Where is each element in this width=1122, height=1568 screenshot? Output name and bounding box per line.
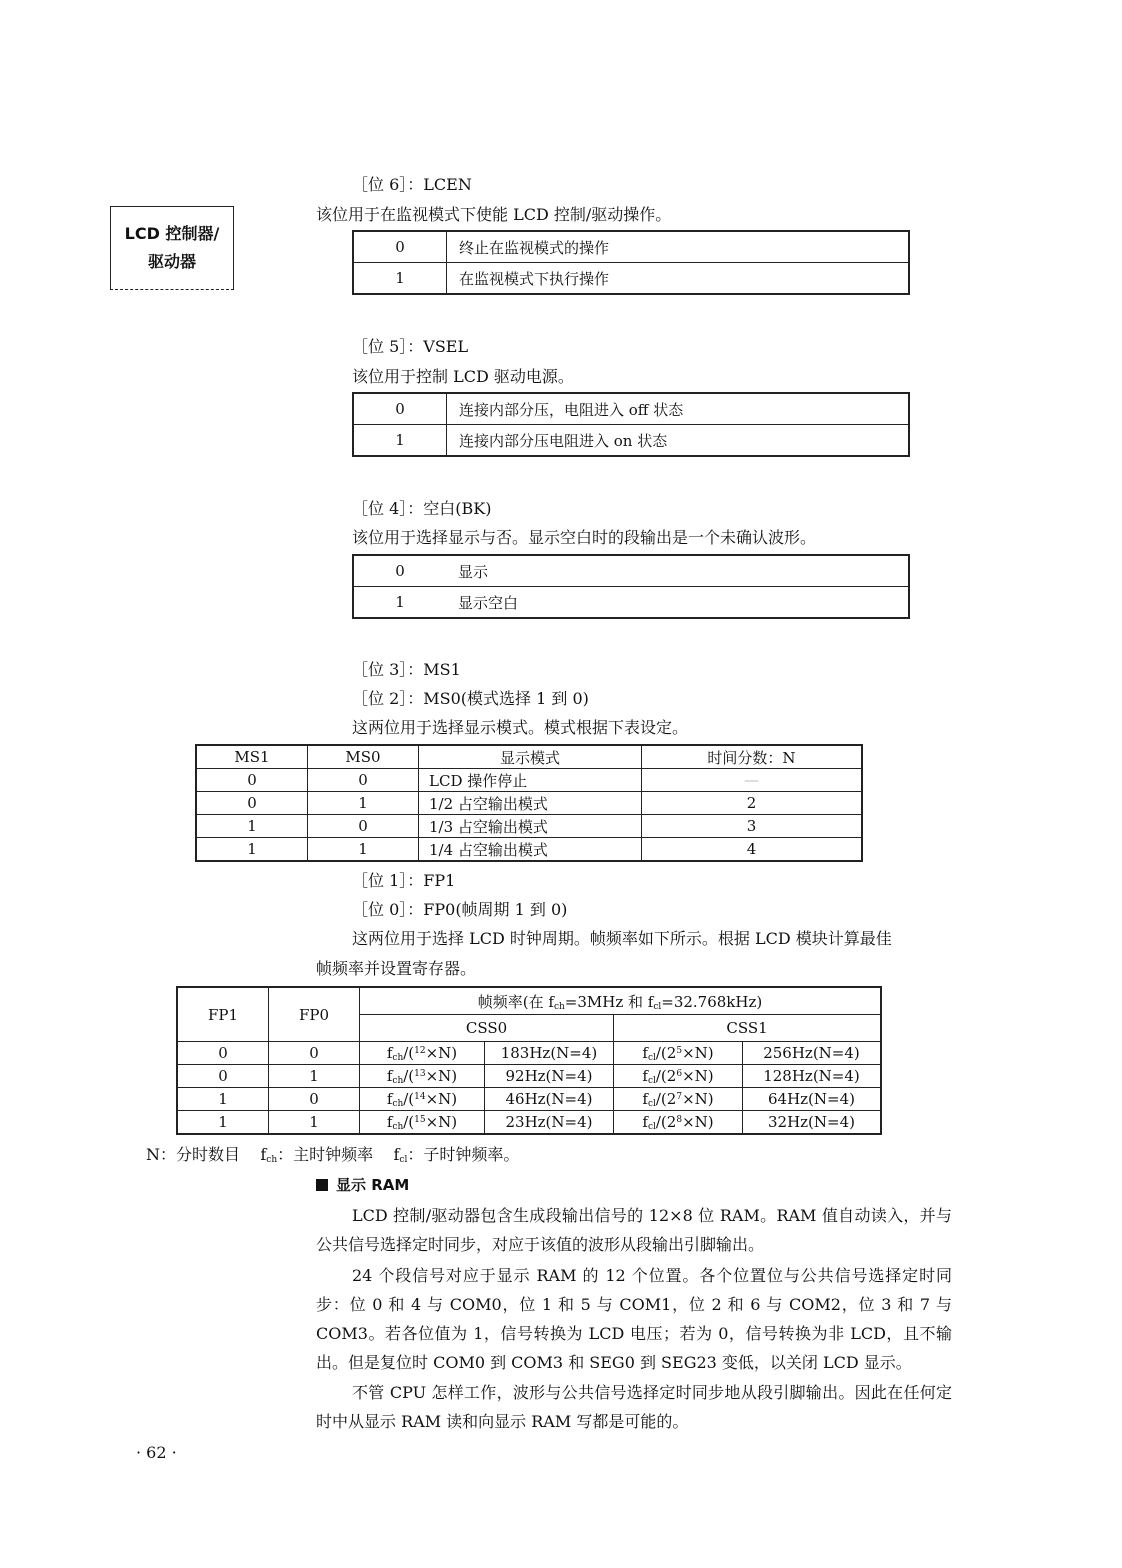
formula-subscript: ch xyxy=(392,1098,404,1109)
formula-text: /( xyxy=(403,1066,415,1085)
formula-text: /( xyxy=(403,1043,415,1062)
table-footnote xyxy=(146,1142,519,1165)
table-cell: 64Hz(N=4) xyxy=(743,1088,882,1111)
table-cell: 0 xyxy=(177,1042,269,1065)
table-cell: 32Hz(N=4) xyxy=(743,1111,882,1135)
bit-description: 终止在监视模式的操作 xyxy=(447,231,910,263)
bit-value: 1 xyxy=(353,425,447,457)
formula-text: ×N) xyxy=(425,1043,458,1062)
column-header: FP0 xyxy=(269,987,360,1042)
table-cell: 23Hz(N=4) xyxy=(485,1111,614,1135)
table-cell: 1 xyxy=(308,792,419,815)
table-cell: 0 xyxy=(308,815,419,838)
column-header: 时间分数：N xyxy=(642,745,863,769)
formula-subscript: ch xyxy=(392,1121,404,1132)
table-row xyxy=(353,425,909,457)
formula-cell xyxy=(614,1111,743,1135)
column-group-header xyxy=(360,987,882,1015)
column-header: CSS0 xyxy=(360,1015,614,1042)
footnote-subscript: ch xyxy=(266,1155,278,1165)
table-cell: 1 xyxy=(177,1088,269,1111)
table-row xyxy=(353,393,909,425)
formula-text: f xyxy=(386,1089,393,1108)
section-heading xyxy=(316,1174,409,1195)
table-cell: 1 xyxy=(308,838,419,862)
bit6-description: 该位用于在监视模式下使能 LCD 控制/驱动操作。 xyxy=(316,205,672,224)
column-header: MS0 xyxy=(308,745,419,769)
formula-exponent: 7 xyxy=(676,1091,683,1102)
table-cell: 0 xyxy=(196,792,308,815)
bit-description: 连接内部分压电阻进入 on 状态 xyxy=(447,425,910,457)
formula-text: ×N) xyxy=(425,1066,458,1085)
header-text: =3MHz 和 f xyxy=(564,992,654,1011)
table-cell: 1/2 占空输出模式 xyxy=(419,792,642,815)
formula-exponent: 12 xyxy=(414,1045,426,1056)
formula-text: f xyxy=(386,1066,393,1085)
table-cell: 1 xyxy=(177,1111,269,1135)
table-cell: 1/3 占空输出模式 xyxy=(419,815,642,838)
formula-text: ×N) xyxy=(425,1089,458,1108)
formula-cell xyxy=(360,1111,485,1135)
table-cell: 1/4 占空输出模式 xyxy=(419,838,642,862)
bit2-heading: ［位 2］：MS0(模式选择 1 到 0) xyxy=(352,689,589,708)
formula-cell xyxy=(614,1042,743,1065)
formula-exponent: 6 xyxy=(676,1068,683,1079)
formula-cell xyxy=(614,1088,743,1111)
bit5-heading: ［位 5］：VSEL xyxy=(352,337,469,356)
formula-exponent: 5 xyxy=(676,1045,683,1056)
table-row xyxy=(177,1111,881,1135)
header-subscript: ch xyxy=(553,1001,565,1012)
table-cell: 0 xyxy=(196,769,308,792)
formula-text: f xyxy=(642,1043,648,1062)
table-cell: 1 xyxy=(269,1065,360,1088)
formula-cell xyxy=(614,1065,743,1088)
bit5-description: 该位用于控制 LCD 驱动电源。 xyxy=(352,367,574,386)
table-cell: LCD 操作停止 xyxy=(419,769,642,792)
table-row xyxy=(177,1088,881,1111)
formula-subscript: cl xyxy=(647,1052,656,1063)
footnote-text: f xyxy=(393,1145,400,1164)
section-label-line2: 驱动器 xyxy=(147,252,196,271)
fp-description-line2: 帧频率并设置寄存器。 xyxy=(316,959,477,978)
table-cell: 1 xyxy=(269,1111,360,1135)
formula-exponent: 14 xyxy=(414,1091,426,1102)
table-cell: 92Hz(N=4) xyxy=(485,1065,614,1088)
footnote-text: N：分时数目 xyxy=(146,1145,241,1164)
table-row xyxy=(196,815,862,838)
page-number: · 62 · xyxy=(136,1443,177,1462)
table-row xyxy=(177,1042,881,1065)
formula-text: ×N) xyxy=(425,1112,458,1131)
fp-description-line1: 这两位用于选择 LCD 时钟周期。帧频率如下所示。根据 LCD 模块计算最佳 xyxy=(352,929,892,948)
formula-text: f xyxy=(386,1112,393,1131)
section-label-box xyxy=(110,206,234,290)
ms-description: 这两位用于选择显示模式。模式根据下表设定。 xyxy=(352,718,689,737)
formula-text: /(2 xyxy=(655,1112,677,1131)
formula-text: /( xyxy=(403,1112,415,1131)
footnote-text: ：主时钟频率 xyxy=(277,1145,374,1164)
bit4-heading: ［位 4］：空白(BK) xyxy=(352,499,492,518)
column-header: FP1 xyxy=(177,987,269,1042)
frame-frequency-table xyxy=(176,986,882,1135)
formula-text: ×N) xyxy=(682,1066,714,1085)
bit-description: 显示空白 xyxy=(446,587,909,619)
bit-description: 在监视模式下执行操作 xyxy=(447,263,910,295)
bit0-heading: ［位 0］：FP0(帧周期 1 到 0) xyxy=(352,900,568,919)
table-cell: — xyxy=(642,769,863,792)
formula-subscript: ch xyxy=(392,1052,404,1063)
formula-subscript: cl xyxy=(647,1121,656,1132)
bit-value: 0 xyxy=(353,231,447,263)
table-cell: 2 xyxy=(642,792,863,815)
table-cell: 183Hz(N=4) xyxy=(485,1042,614,1065)
bit6-heading: ［位 6］：LCEN xyxy=(352,175,472,194)
formula-subscript: cl xyxy=(647,1098,656,1109)
table-row xyxy=(353,263,909,295)
table-row xyxy=(353,231,909,263)
table-cell: 46Hz(N=4) xyxy=(485,1088,614,1111)
bit-value: 1 xyxy=(353,263,447,295)
paragraph: LCD 控制/驱动器包含生成段输出信号的 12×8 位 RAM。RAM 值自动读入，并与公共信号选择定时同步，对应于该值的波形从段输出引脚输出。 xyxy=(316,1206,952,1254)
table-cell: 0 xyxy=(308,769,419,792)
table-row xyxy=(196,792,862,815)
table-cell: 0 xyxy=(269,1088,360,1111)
formula-text: f xyxy=(386,1043,393,1062)
formula-cell xyxy=(360,1065,485,1088)
footnote-subscript: cl xyxy=(399,1155,408,1165)
formula-text: ×N) xyxy=(682,1043,714,1062)
bit1-heading: ［位 1］：FP1 xyxy=(352,871,456,890)
formula-exponent: 15 xyxy=(414,1114,426,1125)
formula-cell xyxy=(360,1088,485,1111)
table-row xyxy=(196,769,862,792)
table-cell: 0 xyxy=(177,1065,269,1088)
paragraph: 24 个段信号对应于显示 RAM 的 12 个位置。各个位置位与公共信号选择定时同步：位 0 和 4 与 COM0，位 1 和 5 与 COM1，位 2 和 6 与 COM2，位 3 和 7 与 COM3。若各位值为 1，信号转换为 LCD 电压；若为 0，信号转换为非 LCD，且不输出。但是复位时 COM0 到 COM3 和 SEG0 到 SEG23 变低，以关闭 LCD 显示。 xyxy=(316,1266,952,1372)
column-header: CSS1 xyxy=(614,1015,882,1042)
formula-subscript: cl xyxy=(647,1075,656,1086)
table-row xyxy=(177,1065,881,1088)
header-subscript: cl xyxy=(653,1001,662,1012)
formula-text: f xyxy=(642,1089,648,1108)
formula-subscript: ch xyxy=(392,1075,404,1086)
formula-text: f xyxy=(642,1066,648,1085)
table-row xyxy=(196,838,862,862)
section-heading-text: 显示 RAM xyxy=(336,1176,410,1194)
bit-description: 连接内部分压，电阻进入 off 状态 xyxy=(447,393,910,425)
table-cell: 0 xyxy=(269,1042,360,1065)
table-cell: 1 xyxy=(196,815,308,838)
table-cell: 256Hz(N=4) xyxy=(743,1042,882,1065)
footnote-text: f xyxy=(260,1145,267,1164)
formula-exponent: 8 xyxy=(676,1114,683,1125)
bit-description: 显示 xyxy=(446,555,909,587)
table-cell: 3 xyxy=(642,815,863,838)
bit-value: 0 xyxy=(353,393,447,425)
ms-table xyxy=(195,744,863,862)
formula-text: /(2 xyxy=(655,1043,677,1062)
square-bullet-icon xyxy=(316,1179,328,1191)
formula-text: /(2 xyxy=(655,1066,677,1085)
bit-value: 1 xyxy=(353,587,446,619)
formula-exponent: 13 xyxy=(414,1068,426,1079)
table-row xyxy=(353,555,909,587)
bit3-heading: ［位 3］：MS1 xyxy=(352,660,461,679)
column-header: 显示模式 xyxy=(419,745,642,769)
bit6-table xyxy=(352,230,910,295)
paragraph: 不管 CPU 怎样工作，波形与公共信号选择定时同步地从段引脚输出。因此在任何定时中从显示 RAM 读和向显示 RAM 写都是可能的。 xyxy=(316,1383,952,1431)
header-text: =32.768kHz) xyxy=(661,992,763,1011)
bit-value: 0 xyxy=(353,555,446,587)
table-header-row xyxy=(196,745,862,769)
formula-text: /( xyxy=(403,1089,415,1108)
table-cell: 1 xyxy=(196,838,308,862)
formula-text: ×N) xyxy=(682,1112,714,1131)
formula-cell xyxy=(360,1042,485,1065)
header-text: 帧频率(在 f xyxy=(477,992,554,1011)
bit5-table xyxy=(352,392,910,457)
bit4-table xyxy=(352,554,910,619)
footnote-text: ：子时钟频率。 xyxy=(407,1145,520,1164)
column-header: MS1 xyxy=(196,745,308,769)
table-cell: 4 xyxy=(642,838,863,862)
table-row xyxy=(353,587,909,619)
bit4-description: 该位用于选择显示与否。显示空白时的段输出是一个未确认波形。 xyxy=(352,528,817,547)
section-label-line1: LCD 控制器/ xyxy=(124,224,220,243)
table-header-row xyxy=(177,987,881,1015)
table-cell: 128Hz(N=4) xyxy=(743,1065,882,1088)
formula-text: f xyxy=(642,1112,648,1131)
formula-text: /(2 xyxy=(655,1089,677,1108)
formula-text: ×N) xyxy=(682,1089,714,1108)
